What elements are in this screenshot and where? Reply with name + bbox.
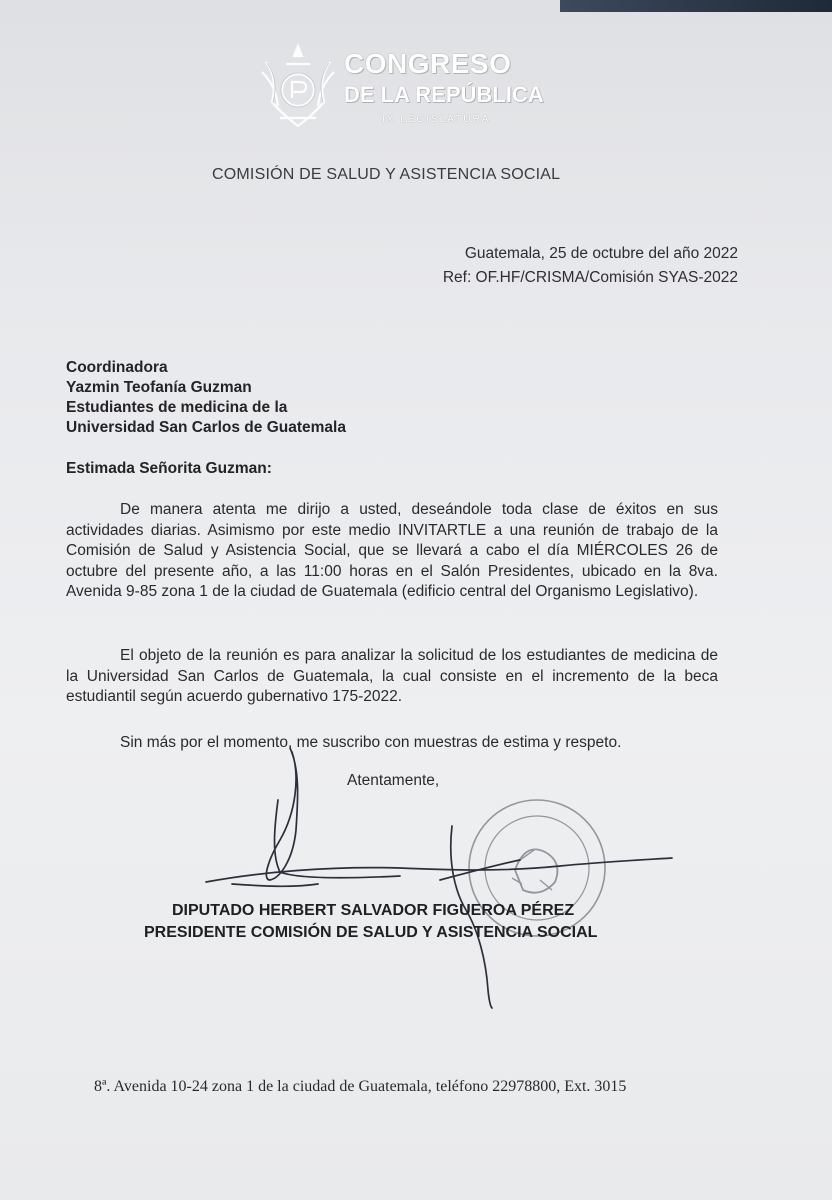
addressee-name: Yazmin Teofanía Guzman — [66, 379, 252, 396]
logo-congreso-text: CONGRESO — [344, 48, 512, 79]
logo-legislatura-text: IX LEGISLATURA — [382, 114, 491, 125]
body-paragraph-1-text: De manera atenta me dirijo a usted, deseándole toda clase de éxitos en sus actividades diarias. Asimismo por este medio INVITARTLE a una reunión de trabajo de la Comisión de Salud y Asistencia Social, que se llevará a cabo el día MIÉRCOLES 26 de octubre del presente año, a las 11:00 horas en el Salón Presidentes, ubicado en la 8va. Avenida 9-85 zona 1 de la ciudad de Guatemala (edificio central del Organismo Legislativo). — [66, 501, 718, 600]
signer-name: DIPUTADO HERBERT SALVADOR FIGUEROA PÉREZ — [172, 902, 575, 919]
body-paragraph-2-text: El objeto de la reunión es para analizar la solicitud de los estudiantes de medicina de la Universidad San Carlos de Guatemala, la cual consiste en el incremento de la beca estudiantil según acuerdo gubernativo 175-2022. — [66, 647, 718, 705]
closing: Atentamente, — [347, 772, 440, 789]
addressee-group: Estudiantes de medicina de la — [66, 399, 288, 416]
salutation: Estimada Señorita Guzman: — [66, 460, 272, 477]
logo-republica-text: DE LA REPÚBLICA — [344, 82, 544, 107]
footer-address: 8ª. Avenida 10-24 zona 1 de la ciudad de Guatemala, teléfono 22978800, Ext. 3015 — [94, 1078, 627, 1095]
commission-heading: COMISIÓN DE SALUD Y ASISTENCIA SOCIAL — [212, 166, 561, 183]
addressee-university: Universidad San Carlos de Guatemala — [66, 419, 346, 436]
addressee-role: Coordinadora — [66, 359, 168, 376]
signer-title: PRESIDENTE COMISIÓN DE SALUD Y ASISTENCIA SOCIAL — [144, 924, 598, 941]
letter-date: Guatemala, 25 de octubre del año 2022 — [464, 245, 738, 262]
letter-reference: Ref: OF.HF/CRISMA/Comisión SYAS-2022 — [442, 269, 738, 286]
body-paragraph-3-text: Sin más por el momento, me suscribo con muestras de estima y respeto. — [120, 734, 622, 751]
